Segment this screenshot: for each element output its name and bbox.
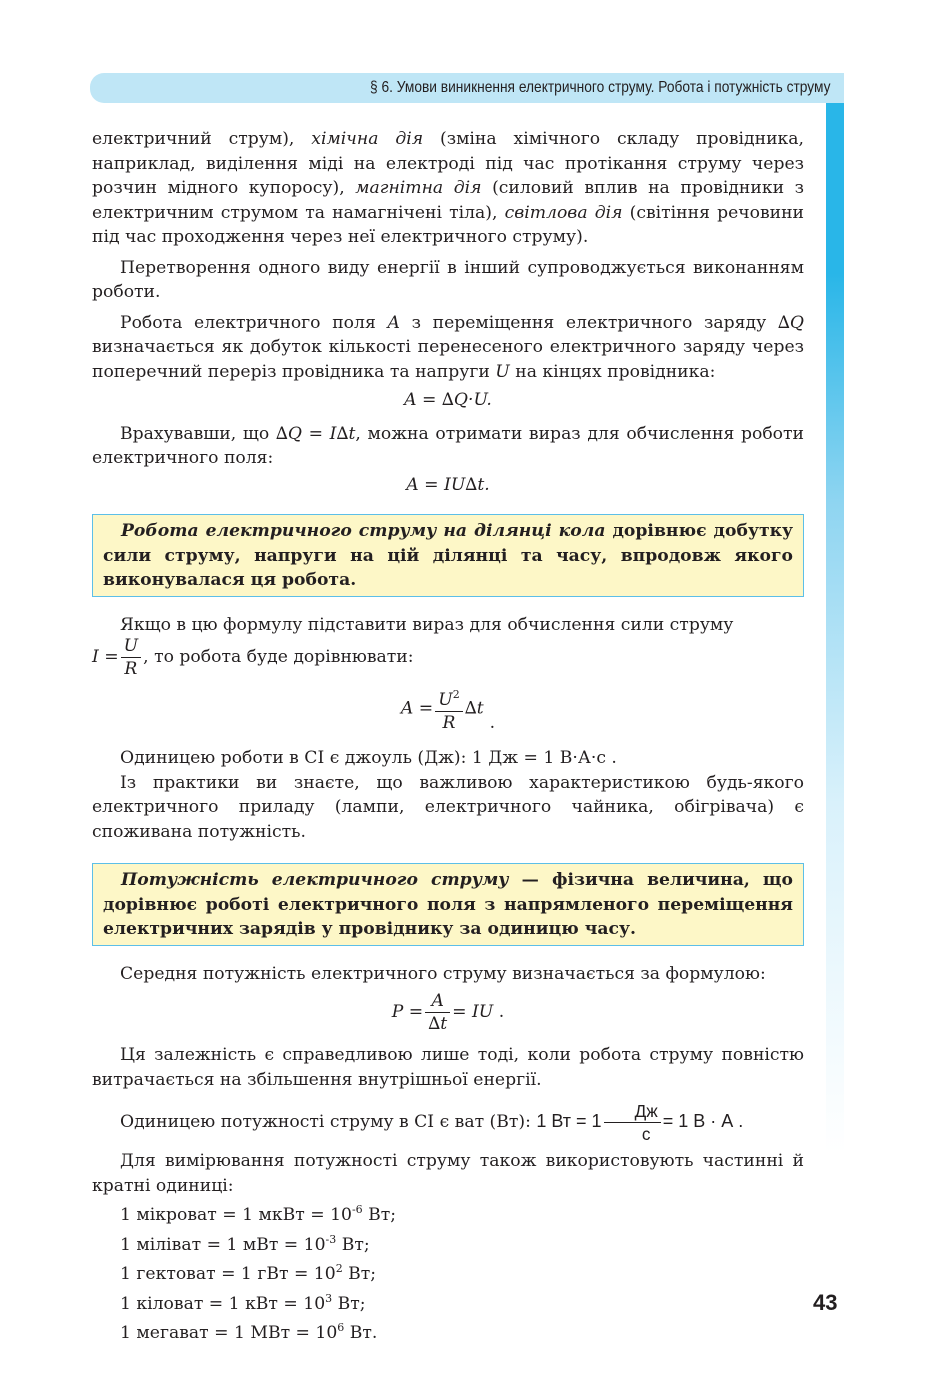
unit-line: 1 мікроват = 1 мкВт = $10^{-6}$ Вт;: [120, 1203, 397, 1225]
term-magnetic-effect: магнітна дія: [355, 178, 482, 198]
formula-work-current: A = IU∆t.: [406, 474, 490, 495]
term-light-effect: світлова дія: [504, 202, 623, 223]
unit-line: 1 мiлiват = 1 мВт = $10^{-3}$ Вт;: [120, 1232, 370, 1255]
header-bar: [90, 73, 844, 103]
page-body: [92, 127, 804, 1346]
paragraph-watt: Одиницею потужності струму в СІ є ват (Вт): 1 Вт = 1 $\frac{Дж}{с}$ = 1 В · А .: [120, 1101, 744, 1144]
definition-box-work: Робота електричного струму на ділянці кола дорівнює добутку сили струму, напруги на цій ділянці та часу, впродовж якого виконувалася ця робота.: [92, 514, 804, 597]
formula-power: P = $\frac{A}{\Delta t}$ = IU .: [391, 991, 505, 1034]
definition-box-power: Потужність електричного струму — фізична величина, що дорівнює роботі електричного поля з напрямленого переміщення електричних зарядів у провіднику за одиницю часу.: [92, 863, 804, 946]
paragraph-energy: Перетворення одного виду енергії в інший супроводжується виконанням роботи.: [92, 257, 804, 302]
paragraph-substitution: Врахувавши, що ∆Q = I∆t, можна отримати вираз для обчислення роботи електричного поля:: [92, 423, 804, 468]
section-title: § 6. Умови виникнення електричного струму. Робота і потужність струму: [369, 79, 830, 96]
paragraph-ohm-substitution: Якщо в цю формулу підставити вираз для обчислення сили струму: [120, 614, 734, 635]
paragraph-effects: електричний струм), хімічна дія (зміна хімічного складу провідника, наприклад, виділення міді на електроді під час протікання струму через розчин мідного купоросу), магнітна дія (силовий вплив на провідники з електричним струмом та намагнічені тіла), світлова дія (світіння речовини під час проходження через неї електричного струму).: [92, 129, 805, 247]
unit-line: 1 гектоват = 1 гВт = $10^2$ Вт;: [120, 1262, 377, 1284]
formula-work-resistance: A = $\frac{U^2}{R}$ ∆t.: [92, 684, 804, 734]
side-stripe: [826, 103, 844, 1293]
paragraph-average-power: Середня потужність електричного струму визначається за формулою:: [120, 963, 766, 984]
paragraph-multiples: Для вимірювання потужності струму також використовують частинні й кратні одиниці:: [92, 1151, 804, 1196]
fraction-u-over-r: $\frac{U}{R}$: [121, 635, 142, 680]
formula-ohm-line: I = $\frac{U}{R}$ , то робота буде дорівнювати:: [92, 636, 414, 679]
paragraph-joule: Одиницею роботи в СІ є джоуль (Дж): 1 Дж = 1 В·А·с .: [120, 748, 617, 768]
paragraph-work-definition: Робота електричного поля A з переміщення електричного заряду ∆Q визначається як добуток кількості перенесеного електричного заряду через поперечний переріз провідника та напруги U на кінцях провідника:: [92, 312, 804, 382]
unit-line: 1 кiловат = 1 кВт = $10^3$ Вт;: [120, 1291, 366, 1314]
definition-term-work: Робота електричного струму на ділянці кола: [121, 521, 606, 541]
page-number: 43: [813, 1290, 838, 1315]
formula-work-charge: A = ∆Q·U.: [404, 390, 492, 410]
definition-term-power: Потужність електричного струму: [121, 870, 509, 890]
paragraph-validity: Ця залежність є справедливою лише тоді, коли робота струму повністю витрачається на збільшення внутрішньої енергії.: [92, 1045, 804, 1090]
unit-line: 1 мегават = 1 МВт = $10^6$ Вт.: [120, 1321, 378, 1343]
unit-list: [92, 1198, 804, 1346]
term-chemical-effect: хімічна дія: [311, 129, 424, 149]
paragraph-power-intro: Із практики ви знаєте, що важливою характеристикою будь-якого електричного приладу (лампи, електричного чайника, обігрівача) є споживана потужність.: [92, 772, 804, 842]
